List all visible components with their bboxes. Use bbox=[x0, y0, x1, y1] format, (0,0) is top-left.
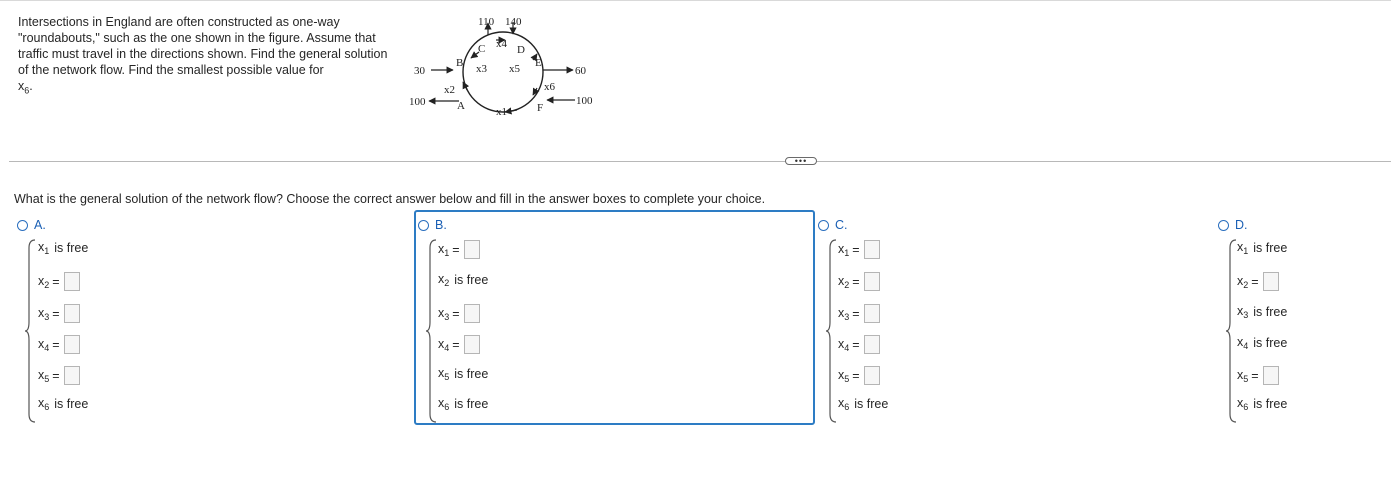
answer-input-x3[interactable] bbox=[464, 304, 480, 323]
edge-x6: x6 bbox=[544, 81, 555, 93]
radio-choice-a[interactable] bbox=[17, 220, 28, 231]
is-free-text: is free bbox=[1253, 241, 1288, 255]
answer-input-x3[interactable] bbox=[864, 304, 880, 323]
choice-b-label: B. bbox=[435, 218, 447, 232]
variable-label: $x_5$ bbox=[1237, 367, 1249, 384]
choice-d-row-x6 bbox=[1237, 396, 1287, 412]
variable-label: $x_5$ bbox=[838, 367, 850, 384]
answer-input-x4[interactable] bbox=[864, 335, 880, 354]
variable-label: $x_6$ bbox=[838, 396, 850, 412]
equals-sign: = bbox=[1251, 368, 1259, 383]
answer-input-x1[interactable] bbox=[864, 240, 880, 259]
choice-d-row-x3 bbox=[1237, 304, 1287, 320]
edge-x2: x2 bbox=[444, 84, 455, 96]
edge-x4: x4 bbox=[496, 38, 507, 50]
choice-d-header[interactable] bbox=[1218, 218, 1248, 232]
choice-a-row-x3 bbox=[38, 304, 80, 323]
variable-label: $x_6$ bbox=[38, 396, 50, 412]
problem-text: Intersections in England are often constructed as one-way "roundabouts," such as the one shown in the figure. Assume that traffic must travel in the directions shown. Find the general solution of the network flow. Find the smallest possible value for bbox=[18, 15, 388, 77]
brace-icon bbox=[1225, 238, 1237, 424]
label-100-left: 100 bbox=[409, 96, 426, 108]
variable-label: $x_3$ bbox=[1237, 304, 1249, 320]
node-a: A bbox=[457, 100, 465, 112]
variable-label: $x_4$ bbox=[38, 336, 50, 353]
is-free-text: is free bbox=[854, 397, 889, 411]
is-free-text: is free bbox=[454, 397, 489, 411]
choice-a-header[interactable] bbox=[17, 218, 46, 232]
choice-a-row-x5 bbox=[38, 366, 80, 385]
choice-d-row-x1 bbox=[1237, 240, 1287, 256]
variable-label: $x_1$ bbox=[38, 240, 50, 256]
edge-x1: x1 bbox=[496, 106, 507, 118]
choice-c-row-x6 bbox=[838, 396, 888, 412]
answer-input-x5[interactable] bbox=[1263, 366, 1279, 385]
variable-label: $x_2$ bbox=[1237, 273, 1249, 290]
brace-icon bbox=[425, 238, 437, 424]
question-text: What is the general solution of the network flow? Choose the correct answer below and fill in the answer boxes to complete your choice. bbox=[14, 192, 766, 206]
node-c: C bbox=[478, 43, 486, 55]
answer-input-x2[interactable] bbox=[1263, 272, 1279, 291]
equals-sign: = bbox=[52, 274, 60, 289]
choice-b-header[interactable] bbox=[418, 218, 447, 232]
variable-label: $x_3$ bbox=[38, 305, 50, 322]
variable-label: $x_3$ bbox=[838, 305, 850, 322]
choice-d-row-x5 bbox=[1237, 366, 1279, 385]
label-100-right: 100 bbox=[576, 95, 593, 107]
choice-c-row-x4 bbox=[838, 335, 880, 354]
choice-c-row-x5 bbox=[838, 366, 880, 385]
choice-c-row-x2 bbox=[838, 272, 880, 291]
more-options-button[interactable]: ••• bbox=[785, 157, 817, 165]
is-free-text: is free bbox=[1253, 305, 1288, 319]
choice-a-label: A. bbox=[34, 218, 46, 232]
choice-b-row-x1 bbox=[438, 240, 480, 259]
problem-end-variable: $x_6$. bbox=[18, 79, 33, 96]
equals-sign: = bbox=[52, 306, 60, 321]
radio-choice-c[interactable] bbox=[818, 220, 829, 231]
label-140: 140 bbox=[505, 16, 522, 28]
answer-input-x2[interactable] bbox=[64, 272, 80, 291]
variable-label: $x_4$ bbox=[838, 336, 850, 353]
variable-label: $x_2$ bbox=[438, 272, 450, 288]
choice-d-row-x2 bbox=[1237, 272, 1279, 291]
choice-d-row-x4 bbox=[1237, 335, 1287, 351]
choice-b-row-x5 bbox=[438, 366, 488, 382]
is-free-text: is free bbox=[54, 241, 89, 255]
variable-label: $x_2$ bbox=[38, 273, 50, 290]
choice-b-row-x3 bbox=[438, 304, 480, 323]
answer-input-x4[interactable] bbox=[464, 335, 480, 354]
equals-sign: = bbox=[452, 337, 460, 352]
label-30: 30 bbox=[414, 65, 425, 77]
equals-sign: = bbox=[452, 306, 460, 321]
choice-a-row-x2 bbox=[38, 272, 80, 291]
is-free-text: is free bbox=[454, 367, 489, 381]
answer-input-x3[interactable] bbox=[64, 304, 80, 323]
choice-a-row-x4 bbox=[38, 335, 80, 354]
variable-label: $x_1$ bbox=[838, 241, 850, 258]
variable-label: $x_3$ bbox=[438, 305, 450, 322]
answer-input-x5[interactable] bbox=[64, 366, 80, 385]
variable-label: $x_6$ bbox=[438, 396, 450, 412]
section-divider bbox=[9, 161, 1391, 162]
roundabout-figure bbox=[405, 10, 605, 125]
equals-sign: = bbox=[52, 368, 60, 383]
variable-label: $x_1$ bbox=[1237, 240, 1249, 256]
variable-label: $x_2$ bbox=[838, 273, 850, 290]
equals-sign: = bbox=[852, 306, 860, 321]
node-d: D bbox=[517, 44, 525, 56]
variable-label: $x_4$ bbox=[438, 336, 450, 353]
choice-d-label: D. bbox=[1235, 218, 1248, 232]
choice-b-row-x2 bbox=[438, 272, 488, 288]
answer-input-x1[interactable] bbox=[464, 240, 480, 259]
equals-sign: = bbox=[1251, 274, 1259, 289]
equals-sign: = bbox=[52, 337, 60, 352]
variable-label: $x_1$ bbox=[438, 241, 450, 258]
equals-sign: = bbox=[452, 242, 460, 257]
choice-b-row-x6 bbox=[438, 396, 488, 412]
variable-label: $x_5$ bbox=[438, 366, 450, 382]
variable-label: $x_5$ bbox=[38, 367, 50, 384]
is-free-text: is free bbox=[1253, 397, 1288, 411]
answer-input-x5[interactable] bbox=[864, 366, 880, 385]
answer-input-x4[interactable] bbox=[64, 335, 80, 354]
equals-sign: = bbox=[852, 337, 860, 352]
radio-choice-d[interactable] bbox=[1218, 220, 1229, 231]
choice-b-row-x4 bbox=[438, 335, 480, 354]
equals-sign: = bbox=[852, 368, 860, 383]
equals-sign: = bbox=[852, 242, 860, 257]
node-b: B bbox=[456, 57, 464, 69]
label-110: 110 bbox=[478, 16, 495, 28]
choice-a-row-x6 bbox=[38, 396, 88, 412]
choice-c-header[interactable] bbox=[818, 218, 848, 232]
choice-c-label: C. bbox=[835, 218, 848, 232]
problem-statement bbox=[18, 14, 400, 99]
equals-sign: = bbox=[852, 274, 860, 289]
edge-x3: x3 bbox=[476, 63, 487, 75]
top-rule bbox=[0, 0, 1391, 1]
answer-input-x2[interactable] bbox=[864, 272, 880, 291]
choice-c-row-x1 bbox=[838, 240, 880, 259]
choice-c-row-x3 bbox=[838, 304, 880, 323]
brace-icon bbox=[825, 238, 837, 424]
variable-label: $x_4$ bbox=[1237, 335, 1249, 351]
node-f: F bbox=[537, 102, 544, 114]
is-free-text: is free bbox=[54, 397, 89, 411]
label-60: 60 bbox=[575, 65, 586, 77]
edge-x5: x5 bbox=[509, 63, 520, 75]
brace-icon bbox=[24, 238, 36, 424]
radio-choice-b[interactable] bbox=[418, 220, 429, 231]
node-e: E bbox=[535, 57, 542, 69]
variable-label: $x_6$ bbox=[1237, 396, 1249, 412]
is-free-text: is free bbox=[454, 273, 489, 287]
choice-a-row-x1 bbox=[38, 240, 88, 256]
is-free-text: is free bbox=[1253, 336, 1288, 350]
